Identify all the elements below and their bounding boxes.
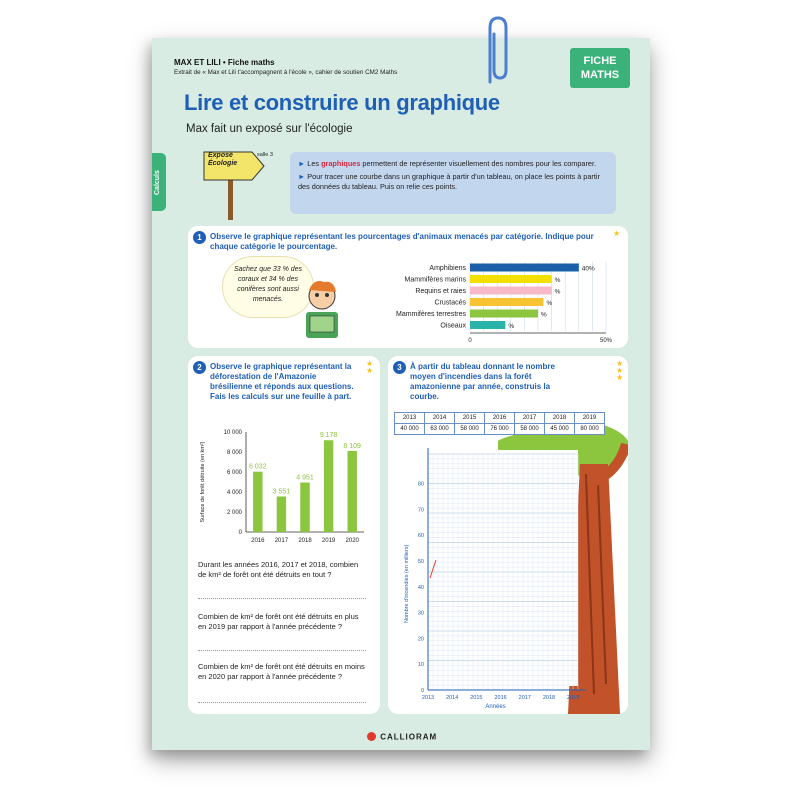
bar-value-label: 3 551: [272, 488, 291, 496]
answer-line[interactable]: [198, 702, 366, 703]
y-axis-tick: 4 000: [226, 490, 242, 496]
y-axis-tick: 70: [417, 507, 424, 514]
bar: [324, 440, 333, 532]
page-title: Lire et construire un graphique: [184, 90, 500, 115]
x-axis-tick: 2018: [298, 538, 312, 544]
y-axis-tick: 10 000: [223, 430, 242, 436]
question-b: Combien de km² de forêt ont été détruits en plus en 2019 par rapport à l'année précédente ?: [198, 612, 359, 631]
x-axis-tick: 0: [468, 338, 472, 344]
bar-value-label: %: [554, 277, 561, 284]
bar: [470, 321, 505, 329]
exercise-number: 3: [393, 361, 406, 374]
exercise-2-question: Observe le graphique représentant la déforestation de l'Amazonie brésilienne et réponds aux questions. Fais les calculs sur une feuille à part.: [210, 362, 354, 401]
y-axis-tick: 30: [417, 610, 424, 617]
y-axis-tick: 20: [417, 636, 424, 643]
category-label: Mammifères terrestres: [395, 311, 466, 318]
bar-value-label: 4 951: [296, 474, 314, 482]
bar-value-label: 9 178: [319, 432, 338, 440]
signpost-room: salle 3: [257, 152, 273, 158]
extract-note: Extrait de « Max et Lili t'accompagnent à l'école », cahier de soutien CM2 Maths: [174, 69, 398, 76]
brand-label: MAX ET LILI • Fiche maths: [174, 58, 275, 67]
exercise-3-card: [388, 356, 628, 714]
x-axis-tick: 2016: [494, 695, 507, 701]
calculs-side-tab: Calculs: [152, 153, 166, 211]
x-axis-tick: 2014: [446, 695, 459, 701]
difficulty-stars-icon: ★ ★ ★: [616, 359, 624, 382]
y-axis-tick: 40: [417, 584, 424, 591]
publisher-logo: CALLIORAM: [362, 728, 442, 746]
category-label: Amphibiens: [429, 265, 466, 272]
page-subtitle: Max fait un exposé sur l'écologie: [186, 123, 353, 135]
bar: [347, 451, 356, 532]
y-axis-tick: 50: [417, 558, 424, 565]
x-axis-tick: 2016: [251, 538, 265, 544]
x-axis-tick: 2019: [321, 538, 336, 544]
bar: [470, 310, 538, 318]
x-axis-tick: 2015: [470, 695, 483, 701]
bar-value-label: %: [541, 311, 547, 319]
signpost-illustration: [202, 150, 280, 220]
table-value-cell: 58 000: [455, 424, 485, 435]
bar: [253, 472, 262, 532]
y-axis-tick: 0: [420, 688, 424, 694]
bar-value-label: %: [508, 323, 515, 330]
logo-dot-icon: [367, 732, 376, 741]
y-axis-label: Nombre d'incendies (en milliers): [404, 544, 410, 623]
category-label: Mammifères marins: [404, 276, 466, 284]
info-box: ► Les graphiques permettent de représenter visuellement des nombres pour les comparer. ► Pour tracer une courbe dans un graphique à partir d'un tableau, on place les points à partir des données du tableau. Puis on relie ces points.: [290, 152, 616, 214]
y-axis-tick: 10: [417, 662, 424, 669]
exercise-number: 1: [193, 231, 206, 244]
bar-value-label: %: [554, 288, 561, 296]
exercise-number: 2: [193, 361, 206, 374]
difficulty-star-icon: ★: [613, 229, 621, 238]
table-year-cell: 2014: [425, 413, 455, 424]
y-axis-tick: 80: [417, 481, 424, 488]
category-label: Oiseaux: [440, 322, 466, 330]
signpost-text: Exposé Écologie: [208, 152, 238, 167]
question-c: Combien de km² de forêt ont été détruits en moins en 2020 par rapport à l'année précédente ?: [198, 662, 365, 681]
threatened-animals-chart: [338, 260, 628, 348]
table-year-cell: 2015: [455, 413, 485, 424]
y-axis-tick: 8 000: [226, 450, 242, 456]
x-axis-tick: 2019: [567, 695, 580, 701]
x-axis-tick: 2017: [518, 695, 531, 701]
y-axis-tick: 6 000: [226, 470, 242, 476]
answer-line[interactable]: [198, 650, 366, 651]
x-axis-tick: 2017: [274, 538, 289, 544]
table-value-cell: 45 000: [545, 424, 575, 435]
exercise-1-card: [188, 226, 628, 348]
bar: [470, 275, 552, 283]
y-axis-tick: 60: [417, 533, 424, 540]
answer-line[interactable]: [198, 598, 366, 599]
table-value-cell: 80 000: [575, 424, 605, 435]
x-axis-tick: 2018: [542, 695, 556, 701]
table-year-cell: 2016: [485, 413, 515, 424]
table-year-cell: 2017: [515, 413, 545, 424]
y-axis-label: Surface de forêt détruite (en km²): [200, 441, 206, 523]
table-year-cell: 2018: [545, 413, 575, 424]
category-label: Crustacés: [434, 299, 466, 307]
x-axis-tick: 50%: [599, 338, 613, 344]
exercise-1-question: Observe le graphique représentant les pourcentages d'animaux menacés par catégorie. Indique pour chaque catégorie le pourcentage.: [210, 232, 594, 251]
table-year-cell: 2019: [575, 413, 605, 424]
fiche-maths-badge: FICHE MATHS: [570, 48, 630, 88]
fires-data-table: [394, 412, 605, 435]
x-axis-label: Années: [485, 704, 506, 710]
x-axis-tick: 2013: [421, 695, 435, 701]
table-value-cell: 58 000: [515, 424, 545, 435]
bar-value-label: 40%: [581, 265, 595, 273]
category-label: Requins et raies: [415, 288, 466, 295]
exercise-2-card: [188, 356, 380, 714]
exercise-3-question: À partir du tableau donnant le nombre moyen d'incendies dans la forêt amazonienne par année, construis la courbe.: [410, 362, 555, 401]
deforestation-chart: [194, 424, 370, 552]
bar-value-label: 8 109: [343, 442, 361, 450]
bar: [470, 298, 543, 306]
table-year-cell: 2013: [395, 413, 425, 424]
bar: [300, 482, 309, 532]
bar-value-label: %: [546, 300, 553, 307]
bar: [277, 496, 286, 532]
y-axis-tick: 0: [238, 530, 242, 536]
fires-plot-grid[interactable]: [392, 444, 592, 714]
worksheet-page: [152, 38, 650, 750]
paperclip-icon: [480, 12, 514, 88]
bar: [470, 287, 552, 295]
question-a: Durant les années 2016, 2017 et 2018, combien de km² de forêt ont été détruits en tout ?: [198, 560, 359, 579]
table-value-cell: 63 000: [425, 424, 455, 435]
y-axis-tick: 2 000: [226, 510, 242, 516]
table-value-cell: 76 000: [485, 424, 515, 435]
x-axis-tick: 2020: [345, 538, 359, 544]
speech-bubble: Sachez que 33 % des coraux et 34 % des conifères sont aussi menacés.: [222, 256, 314, 318]
bar-value-label: 6 032: [249, 463, 267, 471]
difficulty-stars-icon: ★ ★: [366, 359, 374, 375]
bar: [470, 264, 579, 272]
table-value-cell: 40 000: [395, 424, 425, 435]
